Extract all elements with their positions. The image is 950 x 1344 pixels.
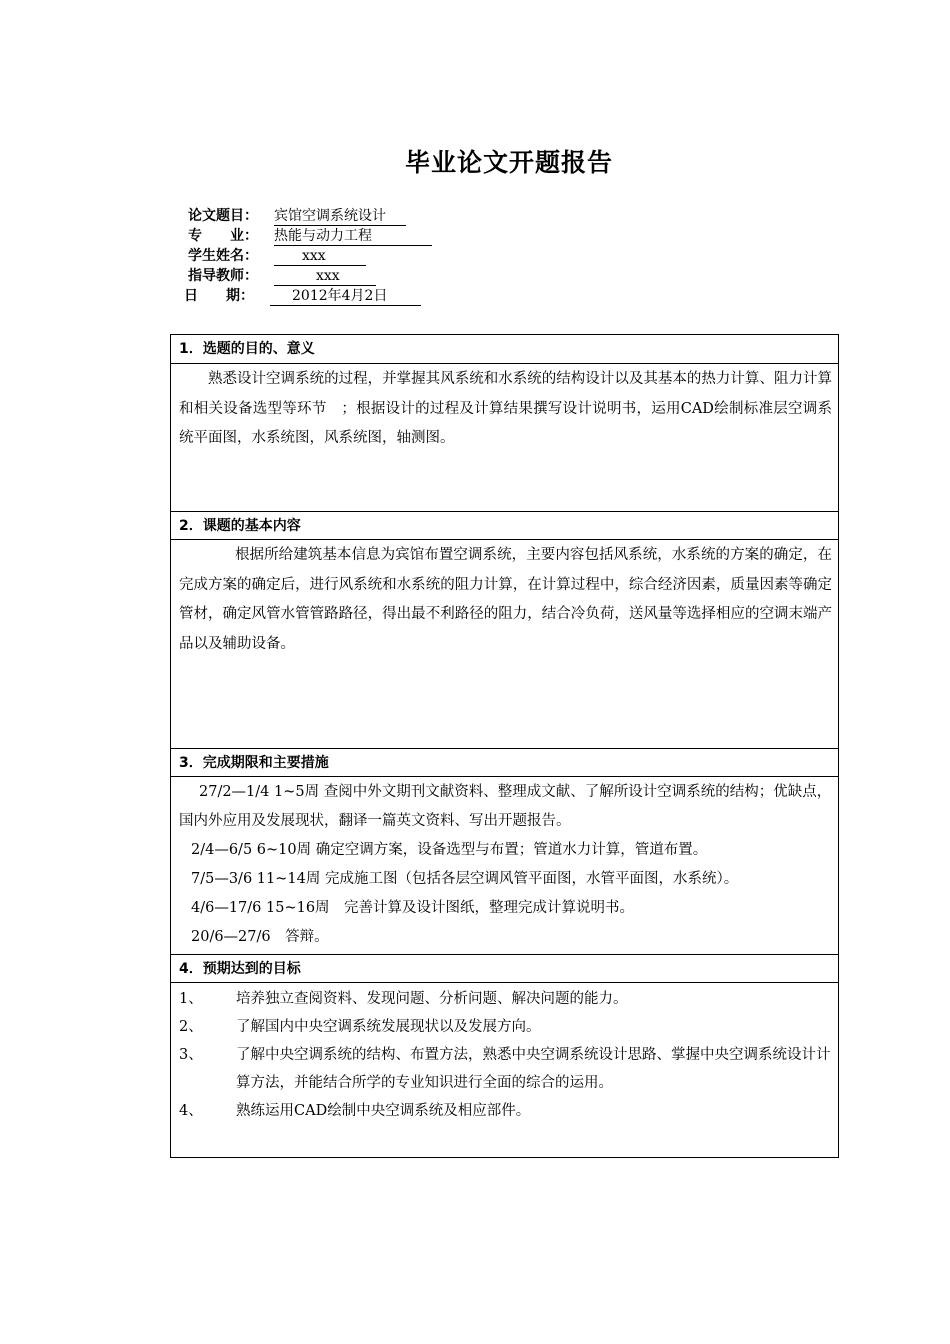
- section-1-text: 熟悉设计空调系统的过程，并掌握其风系统和水系统的结构设计以及其基本的热力计算、阻力计算和相关设备选型等环节 ；根据设计的过程及计算结果撰写设计说明书，运用CAD绘制标准层空调系统平面图，水系统图，风系统图，轴测图。: [179, 371, 832, 446]
- schedule-line-1: 27/2—1/4 1~5周 查阅中外文期刊文献资料、整理成文献、了解所设计空调系统的结构；优缺点，国内外应用及发展现状，翻译一篇英文资料、写出开题报告。: [179, 784, 832, 829]
- topic-label: 论文题目：: [188, 208, 258, 224]
- advisor-label: 指导教师：: [188, 268, 258, 284]
- goal-number: 4、: [179, 1103, 203, 1119]
- section-1-body: [179, 365, 832, 454]
- date-value: 2012年4月2日: [270, 288, 421, 306]
- goal-item: [179, 1013, 832, 1041]
- goal-number: 3、: [179, 1047, 203, 1063]
- topic-row: [188, 206, 432, 226]
- section-3-body: [179, 778, 832, 952]
- goal-number: 1、: [179, 991, 203, 1007]
- page-title: 毕业论文开题报告: [404, 148, 613, 177]
- section-3-heading: 3．完成期限和主要措施: [171, 748, 838, 777]
- section-2-text: 根据所给建筑基本信息为宾馆布置空调系统，主要内容包括风系统，水系统的方案的确定，在完成方案的确定后，进行风系统和水系统的阻力计算，在计算过程中，综合经济因素，质量因素等确定管材，确定风管水管管路路径，得出最不利路径的阻力，结合冷负荷，送风量等选择相应的空调末端产品以及辅助设备。: [179, 547, 832, 652]
- major-label: 专 业：: [188, 228, 258, 244]
- goal-item: [179, 985, 832, 1013]
- section-4-body: [179, 985, 832, 1125]
- schedule-line-2: 2/4—6/5 6~10周 确定空调方案，设备选型与布置；管道水力计算，管道布置。: [191, 842, 708, 858]
- goal-number: 2、: [179, 1019, 203, 1035]
- date-row: [184, 286, 432, 306]
- proposal-table: [170, 334, 839, 1158]
- student-label: 学生姓名：: [188, 248, 258, 264]
- student-row: [188, 246, 432, 266]
- section-2-heading: 2．课题的基本内容: [171, 511, 838, 540]
- goal-text: 了解国内中央空调系统发展现状以及发展方向。: [236, 1019, 541, 1035]
- goal-item: [179, 1097, 832, 1125]
- goal-text: 了解中央空调系统的结构、布置方法，熟悉中央空调系统设计思路、掌握中央空调系统设计计算方法，并能结合所学的专业知识进行全面的综合的运用。: [236, 1047, 831, 1091]
- advisor-row: [188, 266, 432, 286]
- goal-text: 培养独立查阅资料、发现问题、分析问题、解决问题的能力。: [236, 991, 628, 1007]
- section-1-heading: 1．选题的目的、意义: [171, 335, 838, 364]
- schedule-line-5: 20/6—27/6 答辩。: [191, 929, 329, 945]
- report-meta: [184, 206, 432, 306]
- goal-text: 熟练运用CAD绘制中央空调系统及相应部件。: [236, 1103, 531, 1119]
- advisor-value: xxx: [274, 268, 376, 286]
- topic-value: 宾馆空调系统设计: [274, 208, 406, 226]
- goal-item: [179, 1041, 832, 1097]
- student-value: xxx: [274, 248, 366, 266]
- major-row: [188, 226, 432, 246]
- schedule-line-4: 4/6—17/6 15~16周 完善计算及设计图纸，整理完成计算说明书。: [191, 900, 635, 916]
- date-label: 日 期：: [184, 288, 254, 304]
- schedule-line-3: 7/5—3/6 11~14周 完成施工图（包括各层空调风管平面图，水管平面图，水系统）。: [191, 871, 739, 887]
- section-4-heading: 4．预期达到的目标: [171, 954, 838, 983]
- section-2-body: [179, 541, 832, 659]
- major-value: 热能与动力工程: [274, 228, 432, 246]
